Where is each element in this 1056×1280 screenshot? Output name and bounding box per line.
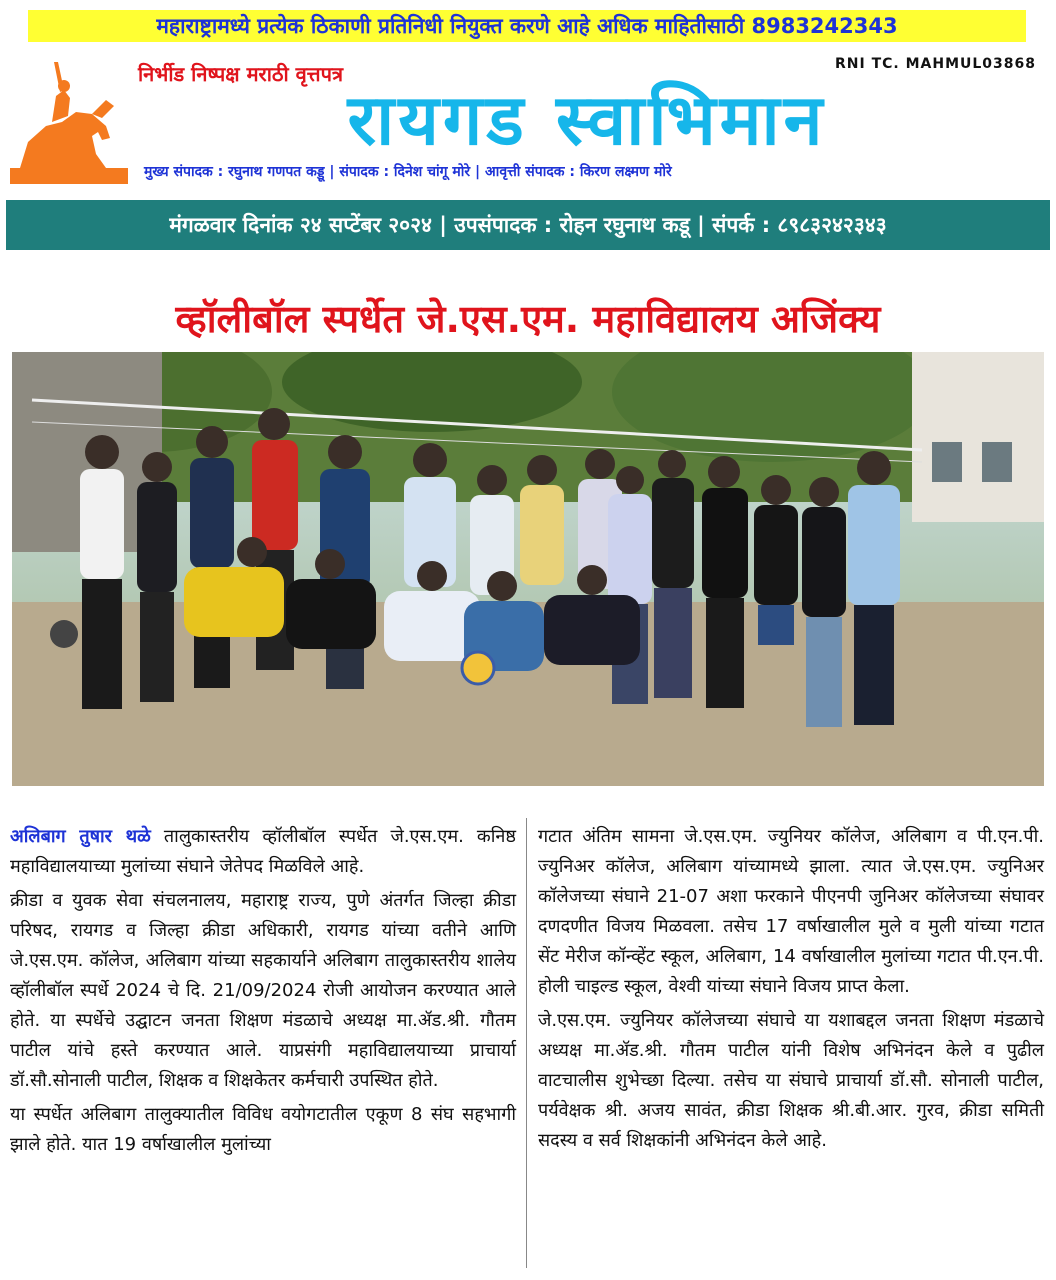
- promo-banner-text: महाराष्ट्रामध्ये प्रत्येक ठिकाणी प्रतिनिधी नियुक्त करणे आहे अधिक माहितीसाठी 8983242343: [156, 14, 898, 38]
- article-paragraph: या स्पर्धेत अलिबाग तालुक्यातील विविध वयोगटातील एकूण 8 संघ सहभागी झाले होते. यात 19 वर्षाखालील मुलांच्या: [10, 1104, 516, 1155]
- article-column-1: [10, 822, 516, 1164]
- newspaper-masthead: रायगड स्वाभिमान: [347, 79, 827, 161]
- article-byline: अलिबाग तुषार थळे: [10, 826, 151, 847]
- rni-number: RNI TC. MAHMUL03868: [834, 56, 1036, 72]
- article-paragraph: गटात अंतिम सामना जे.एस.एम. ज्युनियर कॉलेज, अलिबाग व पी.एन.पी. ज्युनिअर कॉलेज, अलिबाग यांच्यामध्ये झाला. त्यात जे.एस.एम. ज्युनिअर कॉलेजच्या संघाने 21-07 अशा फरकाने पीएनपी जुनिअर कॉलेजच्या संघावर दणदणीत विजय मिळवला. तसेच 17 वर्षाखालील मुले व मुली यांच्या गटात सेंट मेरीज कॉन्व्हेंट स्कूल, अलिबाग, 14 वर्षाखालील मुलांच्या गटात पी.एन.पी. होली चाइल्ड स्कूल, वेश्वी यांच्या संघाने विजय प्राप्त केला.: [538, 826, 1044, 997]
- group-photo-illustration: [12, 352, 1044, 786]
- article-paragraph: जे.एस.एम. ज्युनियर कॉलेजच्या संघाचे या यशाबद्दल जनता शिक्षण मंडळाचे अध्यक्ष मा.ॲड.श्री. गौतम पाटील यांनी विशेष अभिनंदन केले व पुढील वाटचालीस शुभेच्छा दिल्या. तसेच या संघाचे प्राचार्या डॉ.सौ. सोनाली पाटील, पर्यवेक्षक श्री. अजय सावंत, क्रीडा शिक्षक श्री.बी.आर. गुरव, क्रीडा समिती सदस्य व सर्व शिक्षकांनी अभिनंदन केले आहे.: [538, 1010, 1044, 1151]
- team-group-photo: [12, 352, 1044, 786]
- editors-line: मुख्य संपादक : रघुनाथ गणपत कड्डू | संपादक : दिनेश चांगू मोरे | आवृत्ती संपादक : किरण लक्ष्मण मोरे: [144, 164, 672, 180]
- horse-rider-statue-logo: [6, 56, 130, 186]
- article-column-2: [538, 822, 1044, 1160]
- article-paragraph: क्रीडा व युवक सेवा संचलनालय, महाराष्ट्र राज्य, पुणे अंतर्गत जिल्हा क्रीडा परिषद, रायगड व जिल्हा क्रीडा अधिकारी, रायगड यांच्या वतीने आणि जे.एस.एम. कॉलेज, अलिबाग यांच्या सहकार्याने अलिबाग तालुकास्तरीय शालेय व्हॉलीबॉल स्पर्धे 2024 चे दि. 21/09/2024 रोजी आयोजन करण्यात आले होते. या स्पर्धेचे उद्घाटन जनता शिक्षण मंडळाचे अध्यक्ष मा.ॲड.श्री. गौतम पाटील यांचे हस्ते करण्यात आले. याप्रसंगी महाविद्यालयाच्या प्राचार्या डॉ.सौ.सोनाली पाटील, शिक्षक व शिक्षकेतर कर्मचारी उपस्थित होते.: [10, 890, 516, 1091]
- article-paragraph: [10, 822, 516, 882]
- tagline: निर्भीड निष्पक्ष मराठी वृत्तपत्र: [138, 62, 343, 86]
- article-headline: व्हॉलीबॉल स्पर्धेत जे.एस.एम. महाविद्यालय अजिंक्य: [175, 297, 881, 341]
- column-divider: [526, 818, 527, 1268]
- promo-banner: [28, 10, 1026, 42]
- dateline-bar: मंगळवार दिनांक २४ सप्टेंबर २०२४ | उपसंपादक : रोहन रघुनाथ कडू | संपर्क : ८९८३२४२३४३: [6, 200, 1050, 250]
- paragraph-text: तालुकास्तरीय व्हॉलीबॉल स्पर्धेत जे.एस.एम. कनिष्ठ महाविद्यालयाच्या मुलांच्या संघाने जेतेपद मिळविले आहे.: [10, 826, 516, 877]
